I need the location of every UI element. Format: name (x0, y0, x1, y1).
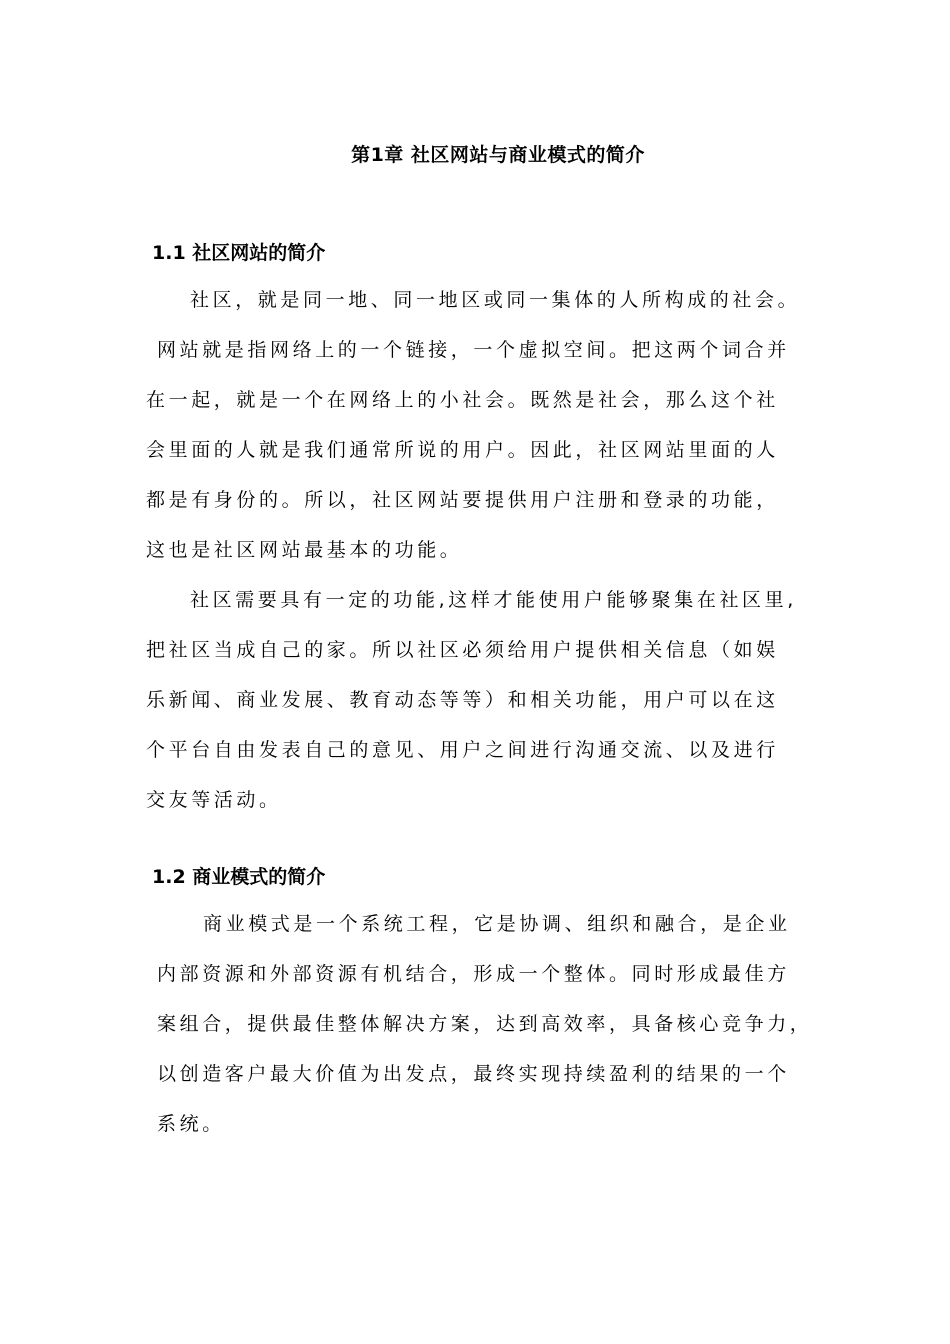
chapter-title: 第1章 社区网站与商业模式的简介 (351, 144, 645, 166)
paragraph-line: 这也是社区网站最基本的功能。 (146, 539, 463, 561)
paragraph-line: 系统。 (157, 1113, 225, 1135)
paragraph-line: 交友等活动。 (146, 789, 282, 811)
paragraph-line: 社区需要具有一定的功能,这样才能使用户能够聚集在社区里, (190, 589, 797, 611)
paragraph-line: 商业模式是一个系统工程，它是协调、组织和融合，是企业 (203, 913, 791, 935)
paragraph-line: 把社区当成自己的家。所以社区必须给用户提供相关信息（如娱 (146, 639, 779, 661)
section-heading-1-1: 1.1 社区网站的简介 (152, 242, 326, 264)
paragraph-line: 网站就是指网络上的一个链接，一个虚拟空间。把这两个词合并 (157, 339, 790, 361)
section-heading-1-2: 1.2 商业模式的简介 (152, 866, 326, 888)
paragraph-line: 以创造客户最大价值为出发点，最终实现持续盈利的结果的一个 (157, 1063, 790, 1085)
paragraph-line: 会里面的人就是我们通常所说的用户。因此，社区网站里面的人 (146, 439, 779, 461)
paragraph-line: 在一起，就是一个在网络上的小社会。既然是社会，那么这个社 (146, 389, 779, 411)
paragraph-line: 内部资源和外部资源有机结合，形成一个整体。同时形成最佳方 (157, 963, 790, 985)
paragraph-line: 个平台自由发表自己的意见、用户之间进行沟通交流、以及进行 (146, 739, 779, 761)
paragraph-line: 案组合，提供最佳整体解决方案，达到高效率，具备核心竞争力， (157, 1013, 813, 1035)
paragraph-line: 社区，就是同一地、同一地区或同一集体的人所构成的社会。 (190, 289, 801, 311)
paragraph-line: 都是有身份的。所以，社区网站要提供用户注册和登录的功能， (146, 489, 779, 511)
paragraph-line: 乐新闻、商业发展、教育动态等等）和相关功能，用户可以在这 (146, 689, 779, 711)
